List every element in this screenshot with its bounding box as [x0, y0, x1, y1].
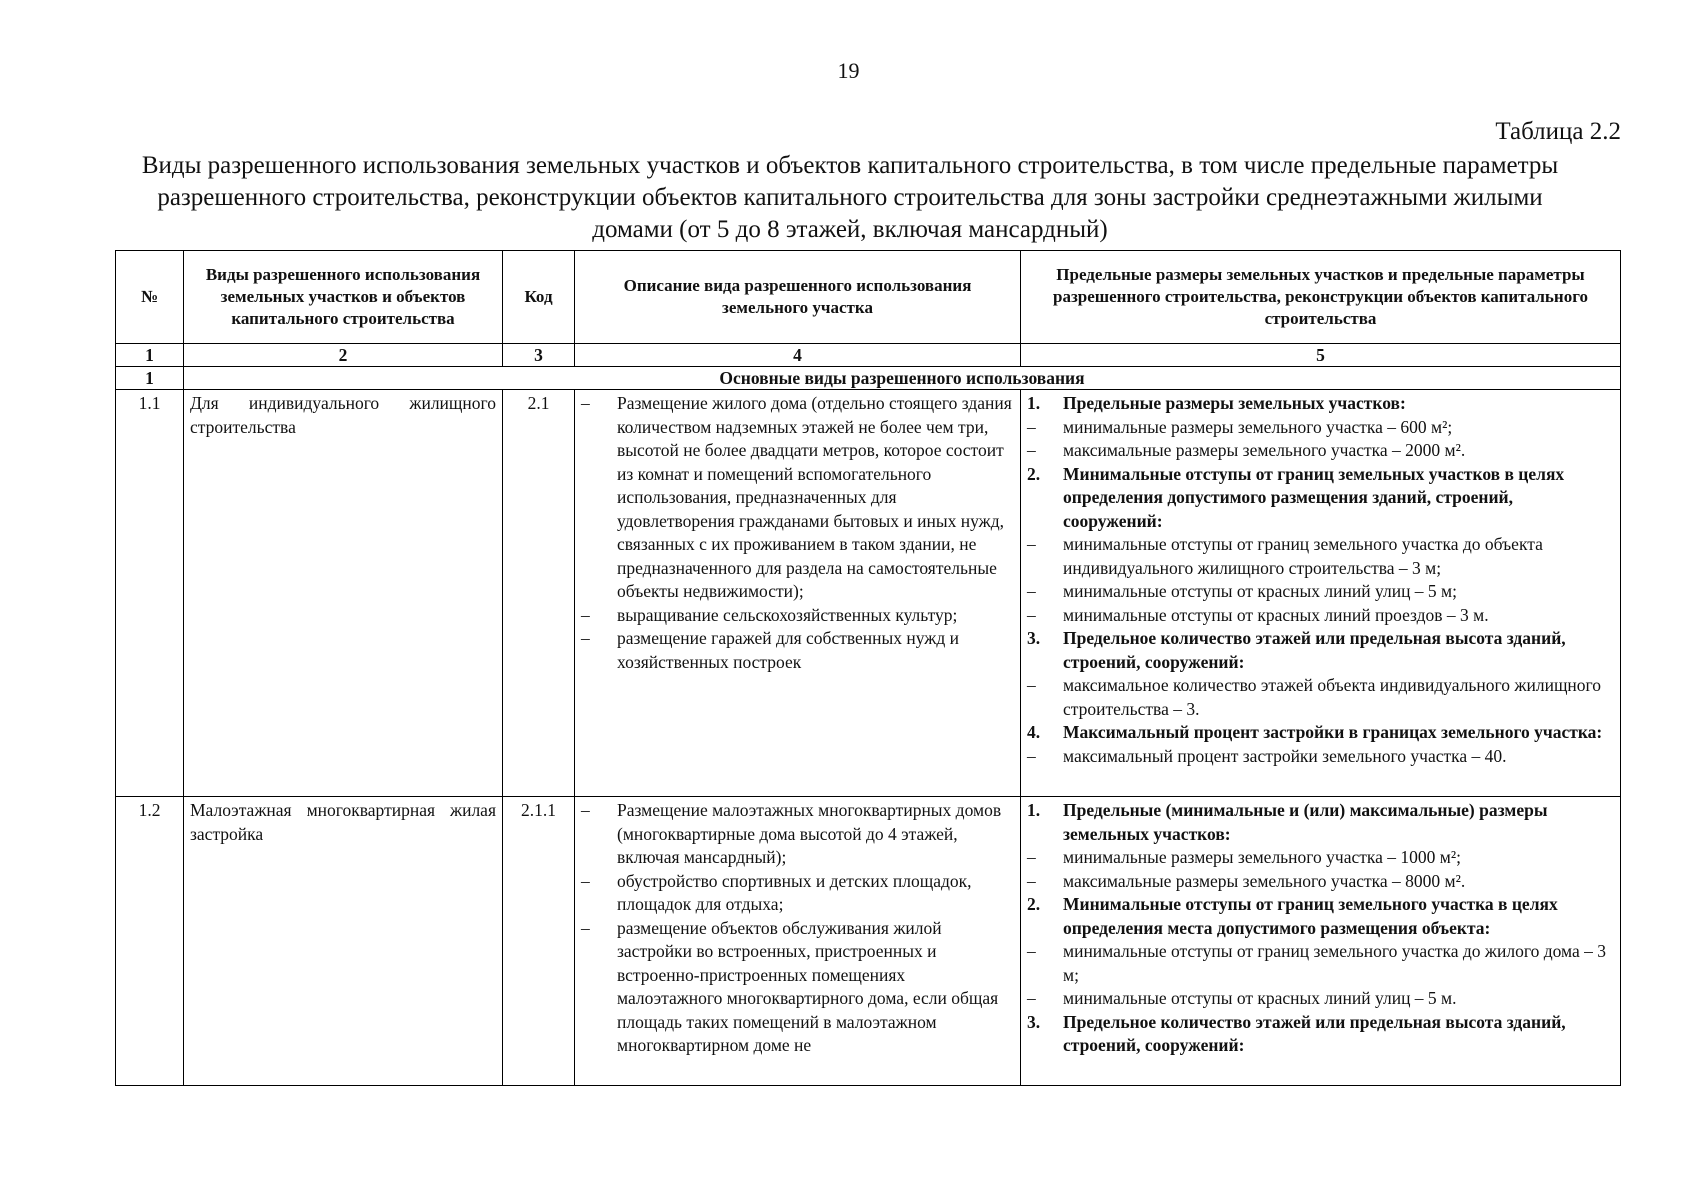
dash-marker: – [1027, 941, 1036, 961]
column-number: 1 [116, 344, 184, 367]
description-text: размещение объектов обслуживания жилой застройки во встроенных, пристроенных и встроенно-пристроенных помещениях малоэтажного многоквартирного дома, если общая площадь таких помещений в малоэтажном многоквартирном доме не [617, 917, 999, 1055]
parameter-item [1021, 940, 1620, 987]
dash-marker: – [1027, 847, 1036, 867]
dash-marker: – [581, 628, 590, 648]
parameter-text: минимальные отступы от красных линий улиц – 5 м; [1063, 581, 1457, 601]
row-description [575, 390, 1021, 797]
parameter-text: максимальные размеры земельного участка – 2000 м². [1063, 440, 1466, 460]
parameter-heading [1021, 463, 1620, 534]
row-use-kind: Малоэтажная многоквартирная жилая застройка [184, 797, 503, 1086]
parameter-item [1021, 580, 1620, 604]
description-item [575, 392, 1020, 604]
column-number: 4 [575, 344, 1021, 367]
parameter-heading [1021, 392, 1620, 416]
parameter-text: Максимальный процент застройки в границах земельного участка: [1063, 722, 1603, 742]
section-title: Основные виды разрешенного использования [184, 367, 1621, 390]
number-marker: 1. [1027, 800, 1041, 820]
dash-marker: – [581, 917, 590, 938]
dash-marker: – [1027, 416, 1036, 437]
description-text: размещение гаражей для собственных нужд и хозяйственных построек [617, 628, 960, 672]
parameter-heading [1021, 799, 1620, 846]
parameter-text: Предельное количество этажей или предельная высота зданий, строений, сооружений: [1063, 628, 1566, 672]
column-number: 5 [1021, 344, 1621, 367]
parameter-text: Предельные размеры земельных участков: [1063, 393, 1406, 413]
description-item [575, 604, 1020, 628]
column-number: 2 [184, 344, 503, 367]
header-desc: Описание вида разрешенного использования земельного участка [575, 251, 1021, 344]
description-text: Размещение жилого дома (отдельно стоящего здания количеством надземных этажей не более чем три, высотой не более двадцати метров, которое состоит из комнат и помещений вспомогательного использования, предназначенных для удовлетворения гражданами бытовых и иных нужд, связанных с их проживанием в таком здании, не предназначенного для раздела на самостоятельные объекты недвижимости); [617, 393, 1012, 601]
land-use-table [115, 250, 1621, 1086]
dash-marker: – [1027, 440, 1036, 460]
number-marker: 4. [1027, 722, 1041, 742]
description-item [575, 799, 1020, 870]
number-marker: 2. [1027, 894, 1041, 914]
row-code: 2.1.1 [503, 797, 575, 1086]
dash-marker: – [581, 800, 590, 820]
number-marker: 1. [1027, 393, 1041, 413]
table-label: Таблица 2.2 [1495, 118, 1621, 145]
dash-marker: – [1027, 870, 1036, 891]
parameter-item [1021, 987, 1620, 1011]
parameter-text: Предельные (минимальные и (или) максимальные) размеры земельных участков: [1063, 800, 1548, 844]
dash-marker: – [1027, 581, 1036, 601]
parameter-text: максимальное количество этажей объекта индивидуального жилищного строительства – 3. [1063, 675, 1602, 719]
parameter-text: минимальные отступы от красных линий улиц – 5 м. [1063, 988, 1457, 1008]
parameter-text: максимальные размеры земельного участка – 8000 м². [1063, 870, 1466, 891]
parameter-heading [1021, 1011, 1620, 1058]
section-number: 1 [116, 367, 184, 390]
dash-marker: – [1027, 675, 1036, 695]
parameter-text: Предельное количество этажей или предельная высота зданий, строений, сооружений: [1063, 1011, 1566, 1055]
parameter-item [1021, 604, 1620, 628]
description-text: Размещение малоэтажных многоквартирных домов (многоквартирные дома высотой до 4 этажей, включая мансардный); [617, 800, 1002, 867]
parameter-heading [1021, 721, 1620, 745]
row-description [575, 797, 1021, 1086]
column-number-row [116, 344, 1621, 367]
table-row [116, 390, 1621, 797]
parameter-item [1021, 846, 1620, 870]
number-marker: 3. [1027, 1011, 1041, 1032]
parameter-text: минимальные отступы от границ земельного участка до объекта индивидуального жилищного строительства – 3 м; [1063, 534, 1543, 578]
row-number: 1.2 [116, 797, 184, 1086]
dash-marker: – [1027, 745, 1036, 766]
description-text: выращивание сельскохозяйственных культур; [617, 604, 958, 625]
header-kind: Виды разрешенного использования земельных участков и объектов капитального строительства [184, 251, 503, 344]
parameter-text: Минимальные отступы от границ земельного участка в целях определения места допустимого размещения объекта: [1063, 894, 1558, 938]
dash-marker: – [581, 393, 590, 413]
column-number: 3 [503, 344, 575, 367]
description-text: обустройство спортивных и детских площадок, площадок для отдыха; [617, 870, 972, 914]
row-code: 2.1 [503, 390, 575, 797]
parameter-item [1021, 416, 1620, 440]
parameter-heading [1021, 893, 1620, 940]
page-number: 19 [837, 58, 860, 83]
parameter-text: максимальный процент застройки земельного участка – 40. [1063, 745, 1507, 766]
dash-marker: – [1027, 534, 1036, 554]
description-item [575, 627, 1020, 674]
row-number: 1.1 [116, 390, 184, 797]
header-params: Предельные размеры земельных участков и предельные параметры разрешенного строительства, реконструкции объектов капитального строительства [1021, 251, 1621, 344]
parameter-heading [1021, 627, 1620, 674]
header-num: № [116, 251, 184, 344]
dash-marker: – [1027, 988, 1036, 1008]
table-row [116, 797, 1621, 1086]
table-header-row [116, 251, 1621, 344]
parameter-item [1021, 533, 1620, 580]
dash-marker: – [581, 870, 590, 891]
parameter-text: Минимальные отступы от границ земельных участков в целях определения допустимого размещения зданий, строений, сооружений: [1063, 463, 1565, 531]
parameter-text: минимальные размеры земельного участка – 1000 м²; [1063, 847, 1461, 867]
parameter-item [1021, 439, 1620, 463]
number-marker: 3. [1027, 628, 1041, 648]
number-marker: 2. [1027, 463, 1041, 484]
dash-marker: – [581, 604, 590, 625]
description-item [575, 917, 1020, 1058]
section-row [116, 367, 1621, 390]
row-use-kind: Для индивидуального жилищного строительства [184, 390, 503, 797]
parameter-text: минимальные отступы от красных линий проездов – 3 м. [1063, 604, 1489, 625]
description-item [575, 870, 1020, 917]
parameter-item [1021, 674, 1620, 721]
dash-marker: – [1027, 604, 1036, 625]
header-code: Код [503, 251, 575, 344]
row-parameters [1021, 390, 1621, 797]
parameter-text: минимальные отступы от границ земельного участка до жилого дома – 3 м; [1063, 941, 1607, 985]
row-parameters [1021, 797, 1621, 1086]
parameter-text: минимальные размеры земельного участка – 600 м²; [1063, 416, 1453, 437]
parameter-item [1021, 745, 1620, 769]
parameter-item [1021, 870, 1620, 894]
document-title: Виды разрешенного использования земельных участков и объектов капитального строительства, в том числе предельные параметры разрешенного строительства, реконструкции объектов капитального строительства для зоны застройки среднеэтажными жилыми домами (от 5 до 8 этажей, включая мансардный) [141, 152, 1559, 243]
